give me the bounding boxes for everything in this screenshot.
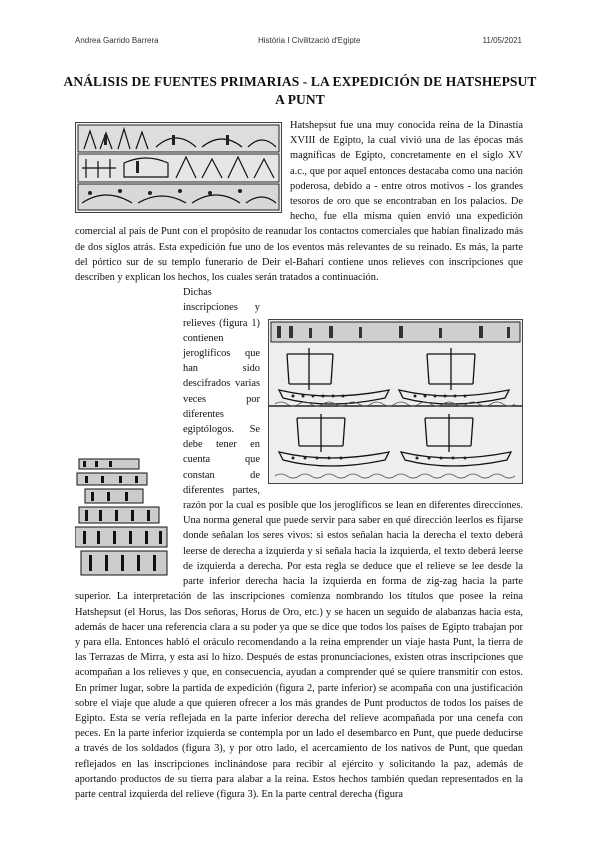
punt-ships-relief-image <box>268 319 523 484</box>
document-body <box>75 118 523 802</box>
paragraph-intro: Hatshepsut fue una muy conocida reina de la Dinastía XVIII de Egipto, la cual vivió una de las épocas más magníficas de Egipto, concretamente en el siglo XV a.c., que por aquel entonces destacaba como una nación poderosa, debido a - entre otros motivos - los grandes tesoros de oro que se encontraban en los palacios. De hecho, fue ella misma quien envió una expedición comercial al país de Punt con el propósito de reanudar los contactos comerciales que habían finalizado más de dos siglos atrás. Esta expedición fue uno de los eventos más relevantes de su reinado. Es más, la parte del pórtico sur de su templo funerario de Deir el-Bahari contiene unos relieves con inscripciones que describen y explican los hechos, los cuales serán tratados a continuación. <box>75 120 523 284</box>
header-course: Història I Civilització d'Egipte <box>258 36 361 45</box>
page-header <box>75 36 522 48</box>
header-author: Andrea Garrido Barrera <box>75 36 159 45</box>
punt-figures-relief-image <box>75 455 175 579</box>
document-title: ANÁLISIS DE FUENTES PRIMARIAS - LA EXPEDICIÓN DE HATSHEPSUT A PUNT <box>63 74 537 107</box>
paragraph-inscriptions: Dichas inscripciones y relieves (figura 1) contienen jeroglíficos que han sido descifrados varias veces por diferentes egiptólogos. Se debe tener en cuenta que constan de diferentes partes, razón por la cual es posible que los jeroglíficos se lean en diferentes direcciones. Una norma general que puede servir para saber en qué dirección leerlos es fijarse donde señalan los seres vivos: si estos señalan hacia la derecha el texto deberá leerse de derecha a izquierda y si señala hacia la izquierda, el texto deberá leerse de izquierda a derecha. Por esta regla se deduce que el relieve se lee desde la parte inferior derecha hacia la izquierda en forma de zig-zag hacia la parte superior. La interpretación de las inscripciones comienza nombrando los títulos que posee la reina Hatshepsut (el Horus, las Dos señoras, Horus de Oro, etc.) y se hacen un seguido de alabanzas hacia esta, además de hacer una referencia clara a su poder ya que se dice que todos los países de Egipto trabajan por y para ella. Entonces habló el oráculo recomendando a la reina emprender un viaje hasta Punt, la tierra de las Terrazas de Mirra, y esta así lo hizo. Después de estas pronunciaciones, existen otras inscripciones que acompañan a los relieves y que, en consecuencia, ayudan a comprender qué se quiere transmitir con estos. En primer lugar, sobre la partida de expedición (figura 2, parte inferior) se acompaña con una justificación sobre el viaje que alude a que quieren ofrecer a los más grandes de Punt productos de todos los países de Egipto. Esta se vería reflejada en la parte inferior derecha del relieve acompañada por una cenefa con peces. En la parte inferior izquierda se contempla por un lado el desembarco en Punt, que puede deducirse a través de los soldados (figura 3), y por otro lado, el acercamiento de los nativos de Punt, que quedan reflejados en las inscripciones inclinándose para recibir al ejército y solicitando la paz, además de aportando productos de su tierra para alabar a la reina. Estos hechos también quedan representados en la parte central izquierda del relieve (figura 3). En la parte central derecha (figura <box>75 287 523 800</box>
header-date: 11/05/2021 <box>482 36 522 45</box>
egyptian-relief-image <box>75 122 282 213</box>
